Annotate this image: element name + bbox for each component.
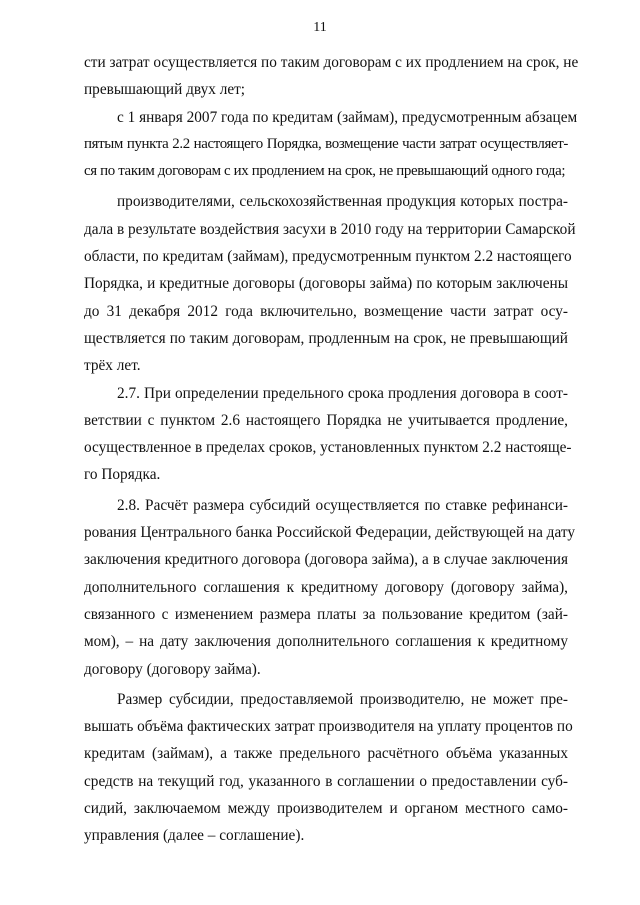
paragraph-2-7: [84, 380, 572, 489]
text-line: ществляется по таким договорам, продленным на срок, не превышающий: [84, 329, 568, 347]
text-line: рования Центрального банка Российской Федерации, действующей на дату: [84, 524, 575, 542]
text-line: средств на текущий год, указанного в соглашении о предоставлении суб-: [84, 772, 568, 790]
text-line: 2.8. Расчёт размера субсидий осуществляется по ставке рефинанси-: [117, 496, 568, 514]
text-line: договору (договору займа).: [84, 660, 261, 678]
text-line: области, по кредитам (займам), предусмотренным пунктом 2.2 настоящего: [84, 248, 572, 266]
paragraph-drought-2010: [84, 188, 576, 379]
document-body: [84, 49, 579, 850]
text-line: трёх лет.: [84, 357, 141, 375]
text-line: мом), – на дату заключения дополнительного соглашения к кредитному: [84, 633, 568, 651]
text-line: с 1 января 2007 года по кредитам (займам), предусмотренным абзацем: [117, 108, 578, 126]
page-number: 11: [313, 20, 327, 35]
text-line: до 31 декабря 2012 года включительно, возмещение части затрат осу-: [84, 302, 568, 320]
text-line: ветствии с пунктом 2.6 настоящего Порядка не учитывается продление,: [84, 411, 568, 429]
text-line: дополнительного соглашения к кредитному договору (договору займа),: [84, 578, 568, 596]
paragraph-2-8: [84, 492, 575, 683]
text-line: осуществленное в пределах сроков, установленных пунктом 2.2 настояще-: [84, 439, 572, 457]
text-line: сидий, заключаемом между производителем и органом местного само-: [84, 800, 568, 818]
text-line: производителями, сельскохозяйственная продукция которых постра-: [117, 193, 568, 211]
text-line: сти затрат осуществляется по таким договорам с их продлением на срок, не: [84, 54, 579, 71]
text-line: вышать объёма фактических затрат производителя на уплату процентов по: [84, 718, 573, 736]
text-line: го Порядка.: [84, 466, 161, 484]
text-line: 2.7. При определении предельного срока продления договора в соот-: [117, 384, 568, 402]
text-line: ся по таким договорам с их продлением на срок, не превышающий одного года;: [84, 163, 566, 180]
text-line: Размер субсидии, предоставляемой производителю, не может пре-: [117, 690, 568, 708]
paragraph-since-2007: [84, 104, 578, 186]
paragraph-subsidy-size: [84, 686, 573, 850]
text-line: заключения кредитного договора (договора займа), а в случае заключения: [84, 551, 568, 569]
text-line: кредитам (займам), а также предельного расчётного объёма указанных: [84, 745, 568, 763]
text-line: пятым пункта 2.2 настоящего Порядка, возмещение части затрат осуществляет-: [84, 135, 568, 152]
text-line: управления (далее – соглашение).: [84, 827, 305, 845]
text-line: связанного с изменением размера платы за пользование кредитом (зай-: [84, 605, 568, 623]
text-line: дала в результате воздействия засухи в 2010 году на территории Самарской: [84, 220, 576, 238]
text-line: превышающий двух лет;: [84, 81, 246, 99]
text-line: Порядка, и кредитные договоры (договоры займа) по которым заключены: [84, 275, 568, 293]
paragraph-continuation: [84, 49, 579, 104]
